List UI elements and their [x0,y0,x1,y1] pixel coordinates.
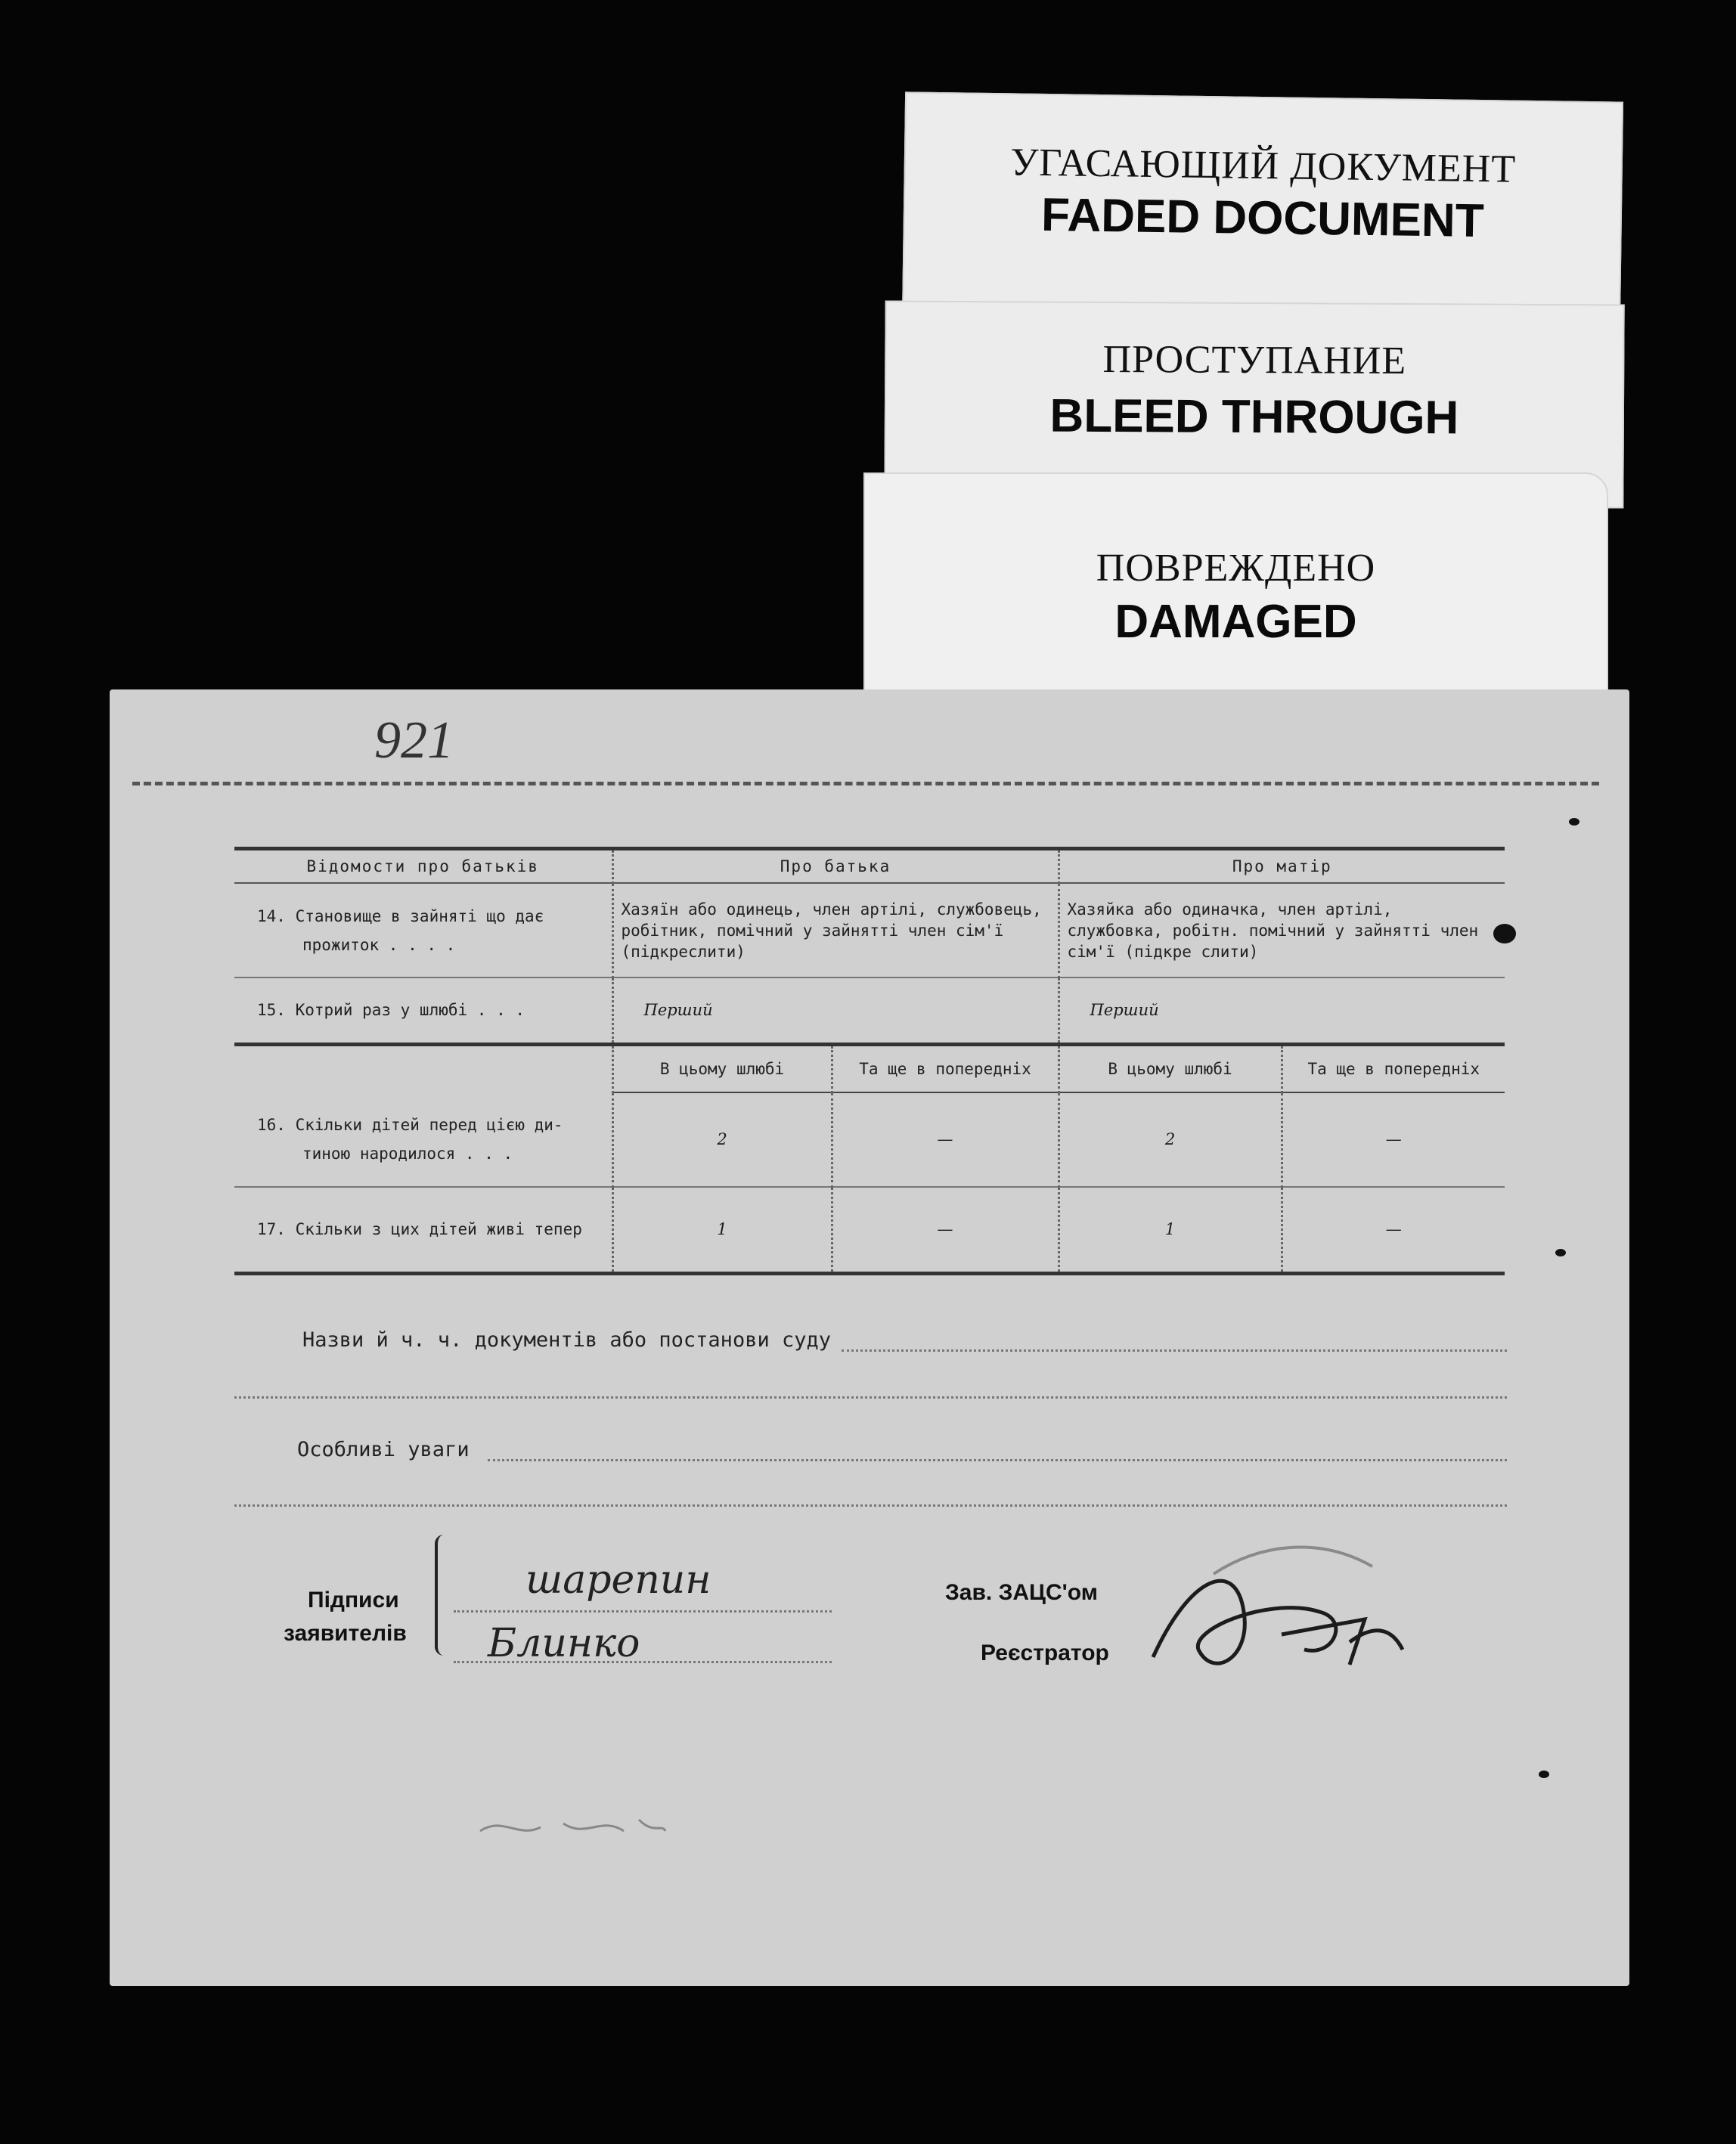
head-zags-label: Зав. ЗАЦС'ом [945,1580,1098,1605]
row16-label [234,1092,612,1187]
row16-father-prev: — [832,1092,1059,1187]
bleed-through-marks [473,1808,669,1846]
row14-father-text: Хазяїн або одинець, член артілі, службовець, робітник, помічний у зайнятті член сім'ї (підкреслити) [612,883,1059,978]
card-label-ru: ПОВРЕЖДЕНО [1096,547,1376,590]
documents-line-2 [234,1396,1507,1399]
registrar-label: Реєстратор [981,1641,1109,1665]
edge-damage-mark [1539,1771,1549,1778]
edge-damage-mark [1555,1249,1566,1256]
notes-line-1 [488,1459,1507,1461]
edge-damage-mark [1569,818,1579,826]
row15-father-value: Перший [612,978,1059,1044]
row15-mother-value: Перший [1059,978,1505,1044]
card-label-ru: УГАСАЮЩИЙ ДОКУМЕНТ [1010,141,1517,191]
header-mother: Про матір [1059,849,1505,884]
page-number: 921 [374,711,454,770]
subheader-father-prev: Та ще в попередніх [832,1044,1059,1092]
row17-label: 17. Скільки з цих дітей живі тепер [257,1220,582,1239]
row17-mother-prev: — [1282,1187,1505,1274]
subheader-father-this: В цьому шлюбі [612,1044,832,1092]
faded-document-card [902,91,1623,328]
row16-mother-this: 2 [1059,1092,1282,1187]
signatures-brace [435,1535,451,1656]
row14-label-line1: 14. Становище в зайняті що дає [257,906,544,925]
row16-label-line2: тиною народилося . . . [302,1144,513,1163]
card-label-ru: ПРОСТУПАНИЕ [1102,337,1407,383]
row16-label-line1: 16. Скільки дітей перед цією ди- [257,1115,563,1134]
applicant-line-1 [454,1610,832,1613]
applicant-signature-2: Блинко [488,1621,640,1666]
notes-line-2 [234,1504,1507,1507]
row14-label [234,883,612,978]
damaged-card [863,472,1608,699]
registrar-signature-image [1123,1529,1440,1710]
document-page [110,689,1629,1986]
signatures-label-line2: заявителів [284,1621,407,1646]
documents-line-1 [842,1349,1507,1352]
edge-damage-mark [1493,924,1516,943]
row14-label-line2: прожиток . . . . [302,935,456,954]
card-label-en: BLEED THROUGH [1049,389,1459,445]
row17-father-prev: — [832,1187,1059,1274]
row17-mother-this: 1 [1059,1187,1282,1274]
subheader-mother-this: В цьому шлюбі [1059,1044,1282,1092]
dashed-separator [132,782,1599,785]
header-parents-info: Відомости про батьків [234,849,612,884]
header-father: Про батька [612,849,1059,884]
applicant-line-2 [454,1661,832,1663]
card-label-en: FADED DOCUMENT [1040,188,1485,248]
parents-info-table [234,847,1505,1275]
row14-mother-text: Хазяйка або одиначка, член артілі, службовка, робітн. помічний у зайнятті член сім'ї (підкре слити) [1059,883,1505,978]
row16-mother-prev: — [1282,1092,1505,1187]
subheader-mother-prev: Та ще в попередніх [1282,1044,1505,1092]
applicant-signature-1: шарепин [525,1557,711,1603]
card-label-en: DAMAGED [1114,596,1357,648]
documents-label: Назви й ч. ч. документів або постанови суду [302,1328,831,1352]
row16-father-this: 2 [612,1092,832,1187]
signatures-label-line1: Підписи [308,1588,399,1613]
row15-label: 15. Котрий раз у шлюбі . . . [257,1001,525,1020]
row17-father-this: 1 [612,1187,832,1274]
notes-label: Особливі уваги [297,1438,470,1461]
